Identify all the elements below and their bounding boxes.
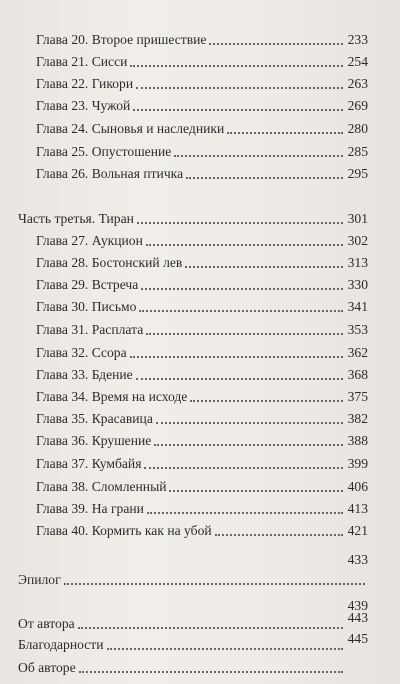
dot-leader — [190, 399, 343, 402]
toc-entry-chapter-39 — [36, 501, 368, 517]
chapter-title: Глава 36. Крушение — [36, 433, 152, 448]
page-number: 353 — [347, 322, 368, 337]
dot-leader — [227, 131, 343, 134]
chapter-title: Глава 27. Аукцион — [36, 233, 143, 248]
toc-entry-chapter-32 — [36, 345, 368, 361]
toc-entry-chapter-24 — [36, 121, 368, 137]
chapter-title: Глава 21. Сисси — [36, 54, 128, 69]
dot-leader — [78, 626, 343, 629]
page-number: 406 — [347, 479, 368, 494]
page-number: 280 — [347, 121, 368, 136]
dot-leader — [169, 489, 343, 492]
dot-leader — [154, 443, 343, 446]
chapter-title: Глава 40. Кормить как на убой — [36, 523, 212, 538]
toc-entry-chapter-25 — [36, 144, 368, 160]
chapter-title: Глава 38. Сломленный — [36, 479, 167, 494]
page-number: 421 — [347, 523, 368, 538]
section-title: Благодарности — [18, 637, 104, 652]
page-number: 341 — [347, 299, 368, 314]
toc-entry-chapter-34 — [36, 389, 368, 405]
chapter-title: Глава 22. Гикори — [36, 76, 134, 91]
dot-leader — [79, 670, 343, 673]
dot-leader — [64, 582, 365, 585]
page-number: 362 — [347, 345, 368, 360]
toc-entry-chapter-22 — [36, 76, 368, 92]
chapter-title: Глава 39. На грани — [36, 501, 144, 516]
toc-entry-from-author — [18, 610, 368, 632]
toc-entry-chapter-35 — [36, 411, 368, 427]
toc-entry-chapter-20 — [36, 32, 368, 48]
page-number: 263 — [347, 76, 368, 91]
toc-entry-chapter-21 — [36, 54, 368, 70]
page-number: 443 — [347, 610, 368, 625]
toc-entry-acknowledgements — [18, 631, 368, 653]
toc-entry-about-author — [18, 660, 368, 676]
section-title: Об авторе — [18, 660, 76, 675]
chapter-title: Глава 20. Второе пришествие — [36, 32, 207, 47]
toc-entry-chapter-40 — [36, 523, 368, 539]
page-number: 301 — [347, 211, 368, 226]
toc-entry-chapter-31 — [36, 322, 368, 338]
dot-leader — [174, 154, 343, 157]
page-number: 254 — [347, 54, 368, 69]
dot-leader — [141, 287, 343, 290]
page-number: 375 — [347, 389, 368, 404]
toc-entry-chapter-27 — [36, 233, 368, 249]
dot-leader — [147, 511, 343, 514]
page-number: 302 — [347, 233, 368, 248]
chapter-title: Глава 28. Бостонский лев — [36, 255, 183, 270]
chapter-title: Глава 25. Опустошение — [36, 144, 172, 159]
epilogue-title: Эпилог — [18, 572, 61, 587]
toc-entry-chapter-37 — [36, 456, 368, 472]
chapter-title: Глава 29. Встреча — [36, 277, 139, 292]
page-number: 330 — [347, 277, 368, 292]
chapter-title: Глава 33. Бдение — [36, 367, 133, 382]
dot-leader — [137, 221, 343, 224]
dot-leader — [136, 377, 343, 380]
dot-leader — [130, 64, 343, 67]
dot-leader — [107, 647, 344, 650]
page-number: 413 — [347, 501, 368, 516]
toc-entry-chapter-26 — [36, 166, 368, 182]
chapter-title: Глава 24. Сыновья и наследники — [36, 121, 225, 136]
toc-entry-epilogue — [18, 552, 368, 588]
chapter-title: Глава 30. Письмо — [36, 299, 137, 314]
part-title: Часть третья. Тиран — [18, 211, 134, 226]
page-number: 295 — [347, 166, 368, 181]
toc-entry-chapter-28 — [36, 255, 368, 271]
toc-entry-part-three — [18, 211, 368, 227]
page-number: 388 — [347, 433, 368, 448]
chapter-title: Глава 32. Ссора — [36, 345, 127, 360]
page-number: 445 — [347, 631, 368, 646]
chapter-title: Глава 23. Чужой — [36, 98, 131, 113]
page-number: 313 — [347, 255, 368, 270]
page-number: 233 — [347, 32, 368, 47]
chapter-title: Глава 26. Вольная птичка — [36, 166, 184, 181]
dot-leader — [144, 466, 343, 469]
section-title: От автора — [18, 616, 75, 631]
page-number: 285 — [347, 144, 368, 159]
dot-leader — [136, 86, 343, 89]
toc-entry-chapter-33 — [36, 367, 368, 383]
dot-leader — [139, 309, 343, 312]
dot-leader — [130, 355, 343, 358]
page-number: 368 — [347, 367, 368, 382]
dot-leader — [156, 421, 343, 424]
toc-entry-chapter-38 — [36, 479, 368, 495]
toc-entry-chapter-23 — [36, 98, 368, 114]
page-number: 439 — [347, 598, 368, 613]
toc-entry-chapter-29 — [36, 277, 368, 293]
dot-leader — [185, 265, 343, 268]
dot-leader — [133, 108, 343, 111]
page-number: 399 — [347, 456, 368, 471]
toc-entry-chapter-30 — [36, 299, 368, 315]
page-number: 269 — [347, 98, 368, 113]
dot-leader — [146, 243, 343, 246]
dot-leader — [209, 42, 343, 45]
chapter-title: Глава 37. Кумбайя — [36, 456, 142, 471]
chapter-title: Глава 34. Время на исходе — [36, 389, 188, 404]
dot-leader — [146, 332, 343, 335]
chapter-title: Глава 35. Красавица — [36, 411, 153, 426]
toc-entry-chapter-36 — [36, 433, 368, 449]
page-number: 382 — [347, 411, 368, 426]
page-number: 433 — [347, 552, 368, 567]
dot-leader — [186, 176, 343, 179]
chapter-title: Глава 31. Расплата — [36, 322, 144, 337]
dot-leader — [215, 533, 343, 536]
